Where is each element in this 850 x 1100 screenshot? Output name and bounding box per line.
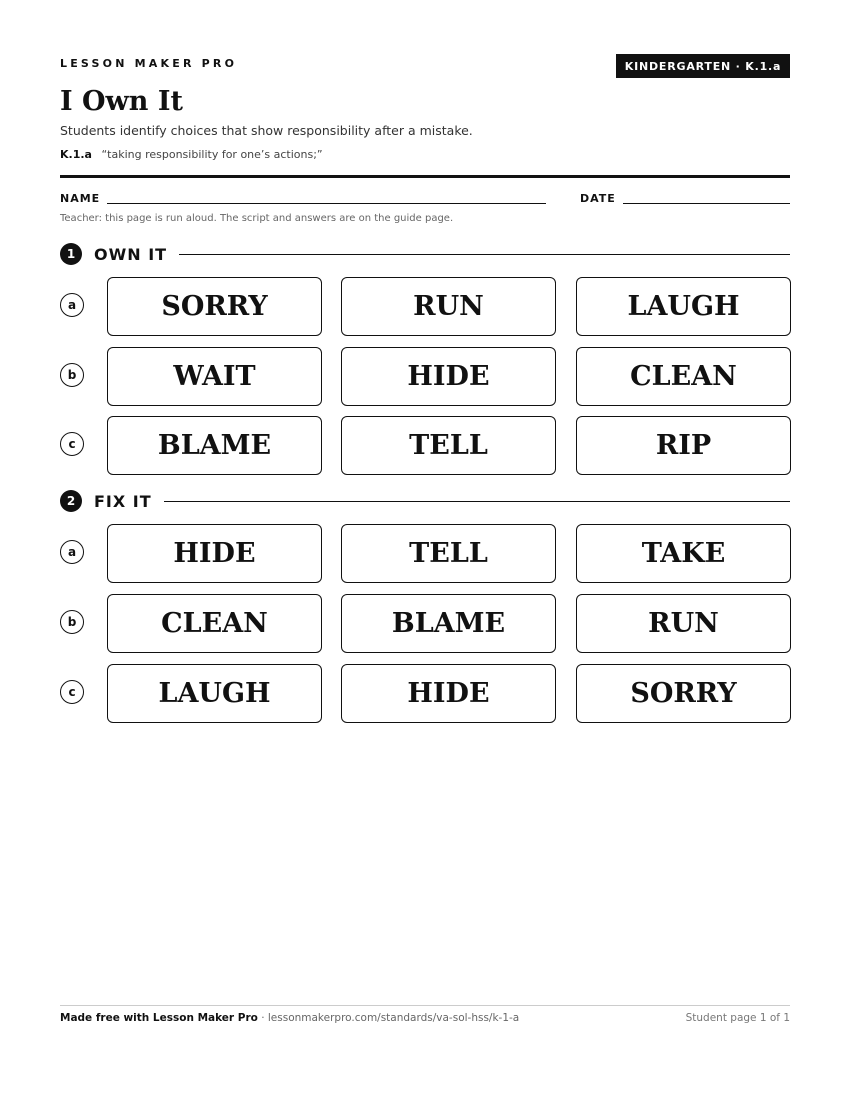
word-choice[interactable]: HIDE bbox=[341, 664, 556, 723]
word-choice[interactable]: SORRY bbox=[576, 664, 791, 723]
section-number: 2 bbox=[60, 490, 82, 512]
grade-badge: KINDERGARTEN · K.1.a bbox=[616, 54, 790, 78]
row-letter: c bbox=[60, 680, 84, 704]
word-choice[interactable]: CLEAN bbox=[576, 347, 791, 406]
footer-made-with: Made free with Lesson Maker Pro bbox=[60, 1012, 258, 1024]
word-choice[interactable]: RUN bbox=[576, 594, 791, 653]
header-divider bbox=[60, 175, 790, 178]
page-title: I Own It bbox=[60, 86, 183, 117]
word-choice[interactable]: TAKE bbox=[576, 524, 791, 583]
word-choice[interactable]: TELL bbox=[341, 524, 556, 583]
footer-page-number: Student page 1 of 1 bbox=[685, 1012, 790, 1024]
word-choice[interactable]: SORRY bbox=[107, 277, 322, 336]
teacher-note: Teacher: this page is run aloud. The script and answers are on the guide page. bbox=[60, 213, 454, 224]
question-row bbox=[60, 524, 790, 584]
name-label: NAME bbox=[60, 192, 101, 205]
word-choice[interactable]: LAUGH bbox=[107, 664, 322, 723]
question-row bbox=[60, 277, 790, 337]
section-title: OWN IT bbox=[94, 244, 168, 264]
row-letter: b bbox=[60, 363, 84, 387]
question-row bbox=[60, 664, 790, 724]
word-choice[interactable]: TELL bbox=[341, 416, 556, 475]
page-subtitle: Students identify choices that show responsibility after a mistake. bbox=[60, 123, 473, 138]
section-number: 1 bbox=[60, 243, 82, 265]
section-title: FIX IT bbox=[94, 491, 152, 511]
row-letter: a bbox=[60, 293, 84, 317]
standard-line bbox=[60, 148, 323, 161]
footer-url: · lessonmakerpro.com/standards/va-sol-hss/k-1-a bbox=[257, 1012, 520, 1024]
row-letter: b bbox=[60, 610, 84, 634]
footer-credit bbox=[60, 1012, 519, 1024]
word-choice[interactable]: CLEAN bbox=[107, 594, 322, 653]
standard-code: K.1.a bbox=[60, 148, 92, 161]
section-divider bbox=[164, 501, 790, 502]
word-choice[interactable]: RUN bbox=[341, 277, 556, 336]
standard-text: “taking responsibility for one’s actions;” bbox=[101, 148, 323, 161]
word-choice[interactable]: RIP bbox=[576, 416, 791, 475]
date-label: DATE bbox=[580, 192, 616, 205]
word-choice[interactable]: LAUGH bbox=[576, 277, 791, 336]
question-row bbox=[60, 416, 790, 476]
word-choice[interactable]: HIDE bbox=[341, 347, 556, 406]
footer-divider bbox=[60, 1005, 790, 1006]
word-choice[interactable]: HIDE bbox=[107, 524, 322, 583]
section-divider bbox=[179, 254, 790, 255]
row-letter: a bbox=[60, 540, 84, 564]
question-row bbox=[60, 347, 790, 407]
section-own-it-header bbox=[60, 242, 790, 266]
word-choice[interactable]: BLAME bbox=[341, 594, 556, 653]
name-line[interactable] bbox=[107, 203, 546, 204]
date-line[interactable] bbox=[623, 203, 790, 204]
question-row bbox=[60, 594, 790, 654]
brand-label: LESSON MAKER PRO bbox=[60, 57, 238, 70]
row-letter: c bbox=[60, 432, 84, 456]
word-choice[interactable]: WAIT bbox=[107, 347, 322, 406]
section-fix-it-header bbox=[60, 489, 790, 513]
word-choice[interactable]: BLAME bbox=[107, 416, 322, 475]
